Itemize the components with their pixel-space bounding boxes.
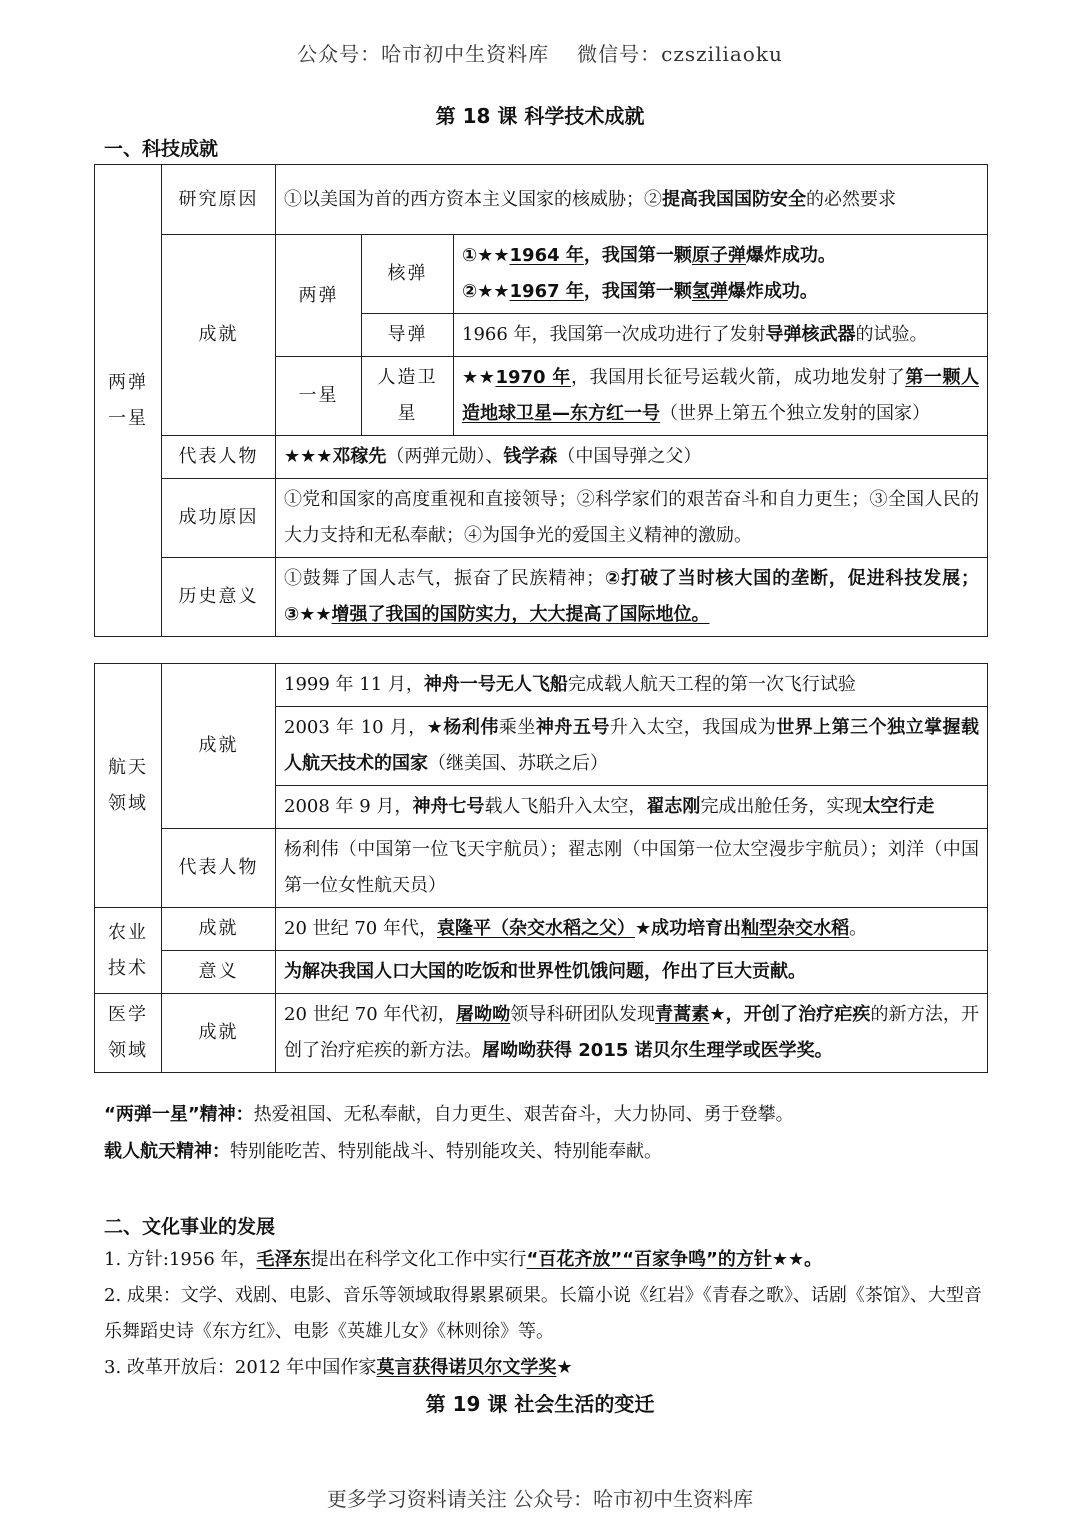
table-row (95, 235, 988, 314)
achievements-table (94, 164, 988, 637)
page-footer: 更多学习资料请关注 公众号：哈市初中生资料库 (326, 1487, 754, 1511)
table-row (95, 165, 988, 235)
sub-label: 核弹 (362, 235, 454, 314)
row-label: 研究原因 (162, 165, 276, 235)
culture-achievements: 2. 成果：文学、戏剧、电影、音乐等领域取得累累硕果。长篇小说《红岩》《青春之歌》、话剧《茶馆》、大型音乐舞蹈史诗《东方红》、电影《英雄儿女》《林则徐》等。 (104, 1285, 982, 1342)
table-row (95, 479, 988, 558)
table-row (95, 558, 988, 637)
nuclear-bomb-cell: ①★★1964 年，我国第一颗原子弹爆炸成功。 ②★★1967 年，我国第一颗氢弹爆炸成功。 (454, 235, 988, 314)
medical-achieve-cell: 20 世纪 70 年代初，屠呦呦领导科研团队发现青蒿素★，开创了治疗疟疾的新方法，开创了治疗疟疾的新方法。屠呦呦获得 2015 诺贝尔生理学或医学奖。 (276, 994, 988, 1073)
table-row (95, 908, 988, 951)
section-2-heading: 二、文化事业的发展 (104, 1216, 276, 1238)
table-row (95, 994, 988, 1073)
space-2003-cell: 2003 年 10 月，★杨利伟乘坐神舟五号升入太空，我国成为世界上第三个独立掌握载人航天技术的国家（继美国、苏联之后） (276, 707, 988, 786)
meaning-cell: ①鼓舞了国人志气，振奋了民族精神；②打破了当时核大国的垄断，促进科技发展；③★★增强了我国的国防实力，大大提高了国际地位。 (276, 558, 988, 637)
category-cell: 医学领域 (95, 994, 162, 1073)
sub-label: 一星 (276, 357, 362, 436)
row-label: 成功原因 (162, 479, 276, 558)
culture-reform: 3. 改革开放后：2012 年中国作家莫言获得诺贝尔文学奖★ (104, 1357, 573, 1378)
satellite-cell: ★★1970 年，我国用长征号运载火箭，成功地发射了第一颗人造地球卫星—东方红一号（世界上第五个独立发射的国家） (454, 357, 988, 436)
category-cell: 农业技术 (95, 908, 162, 994)
sub-label: 导弹 (362, 314, 454, 357)
row-label: 历史意义 (162, 558, 276, 637)
table-row (95, 436, 988, 479)
row-label: 成就 (162, 235, 276, 436)
agri-achieve-cell: 20 世纪 70 年代，袁隆平（杂交水稻之父）★成功培育出籼型杂交水稻。 (276, 908, 988, 951)
success-cell: ①党和国家的高度重视和直接领导；②科学家们的艰苦奋斗和自力更生；③全国人民的大力支持和无私奉献；④为国争光的爱国主义精神的激励。 (276, 479, 988, 558)
missile-cell: 1966 年，我国第一次成功进行了发射导弹核武器的试验。 (454, 314, 988, 357)
table-row (95, 829, 988, 908)
space-people-cell: 杨利伟（中国第一位飞天宇航员）；翟志刚（中国第一位太空漫步宇航员）；刘洋（中国第一位女性航天员） (276, 829, 988, 908)
header-wechat-id: 微信号：czsziliaoku (577, 42, 783, 66)
people-cell: ★★★邓稼先（两弹元勋）、钱学森（中国导弹之父） (276, 436, 988, 479)
row-label: 代表人物 (162, 829, 276, 908)
table-row (95, 664, 988, 707)
row-label: 代表人物 (162, 436, 276, 479)
row-label: 意义 (162, 951, 276, 994)
sub-label: 人造卫星 (362, 357, 454, 436)
spirit-liangdan: “两弹一星”精神：热爱祖国、无私奉献，自力更生、艰苦奋斗，大力协同、勇于登攀。 (104, 1104, 794, 1125)
section-1-heading: 一、科技成就 (104, 138, 219, 160)
reason-cell: ①以美国为首的西方资本主义国家的核威胁；②提高我国国防安全的必然要求 (276, 165, 988, 235)
sub-label: 两弹 (276, 235, 362, 357)
lesson-18-title: 第 18 课 科学技术成就 (435, 104, 645, 128)
row-label: 成就 (162, 908, 276, 951)
space-table (94, 663, 988, 1073)
header-official-account: 公众号：哈市初中生资料库 (297, 42, 550, 66)
row-label: 成就 (162, 664, 276, 829)
category-cell: 两弹一星 (95, 165, 162, 637)
agri-meaning-cell: 为解决我国人口大国的吃饭和世界性饥饿问题，作出了巨大贡献。 (276, 951, 988, 994)
table-row (95, 951, 988, 994)
row-label: 成就 (162, 994, 276, 1073)
category-cell: 航天领域 (95, 664, 162, 908)
space-1999-cell: 1999 年 11 月，神舟一号无人飞船完成载人航天工程的第一次飞行试验 (276, 664, 988, 707)
space-2008-cell: 2008 年 9 月，神舟七号载人飞船升入太空，翟志刚完成出舱任务，实现太空行走 (276, 786, 988, 829)
culture-policy: 1. 方针:1956 年，毛泽东提出在科学文化工作中实行“百花齐放”“百家争鸣”的方针★★。 (104, 1249, 823, 1270)
page-header (0, 38, 1080, 67)
spirit-space: 载人航天精神：特别能吃苦、特别能战斗、特别能攻关、特别能奉献。 (104, 1141, 662, 1162)
lesson-19-title: 第 19 课 社会生活的变迁 (425, 1392, 655, 1416)
